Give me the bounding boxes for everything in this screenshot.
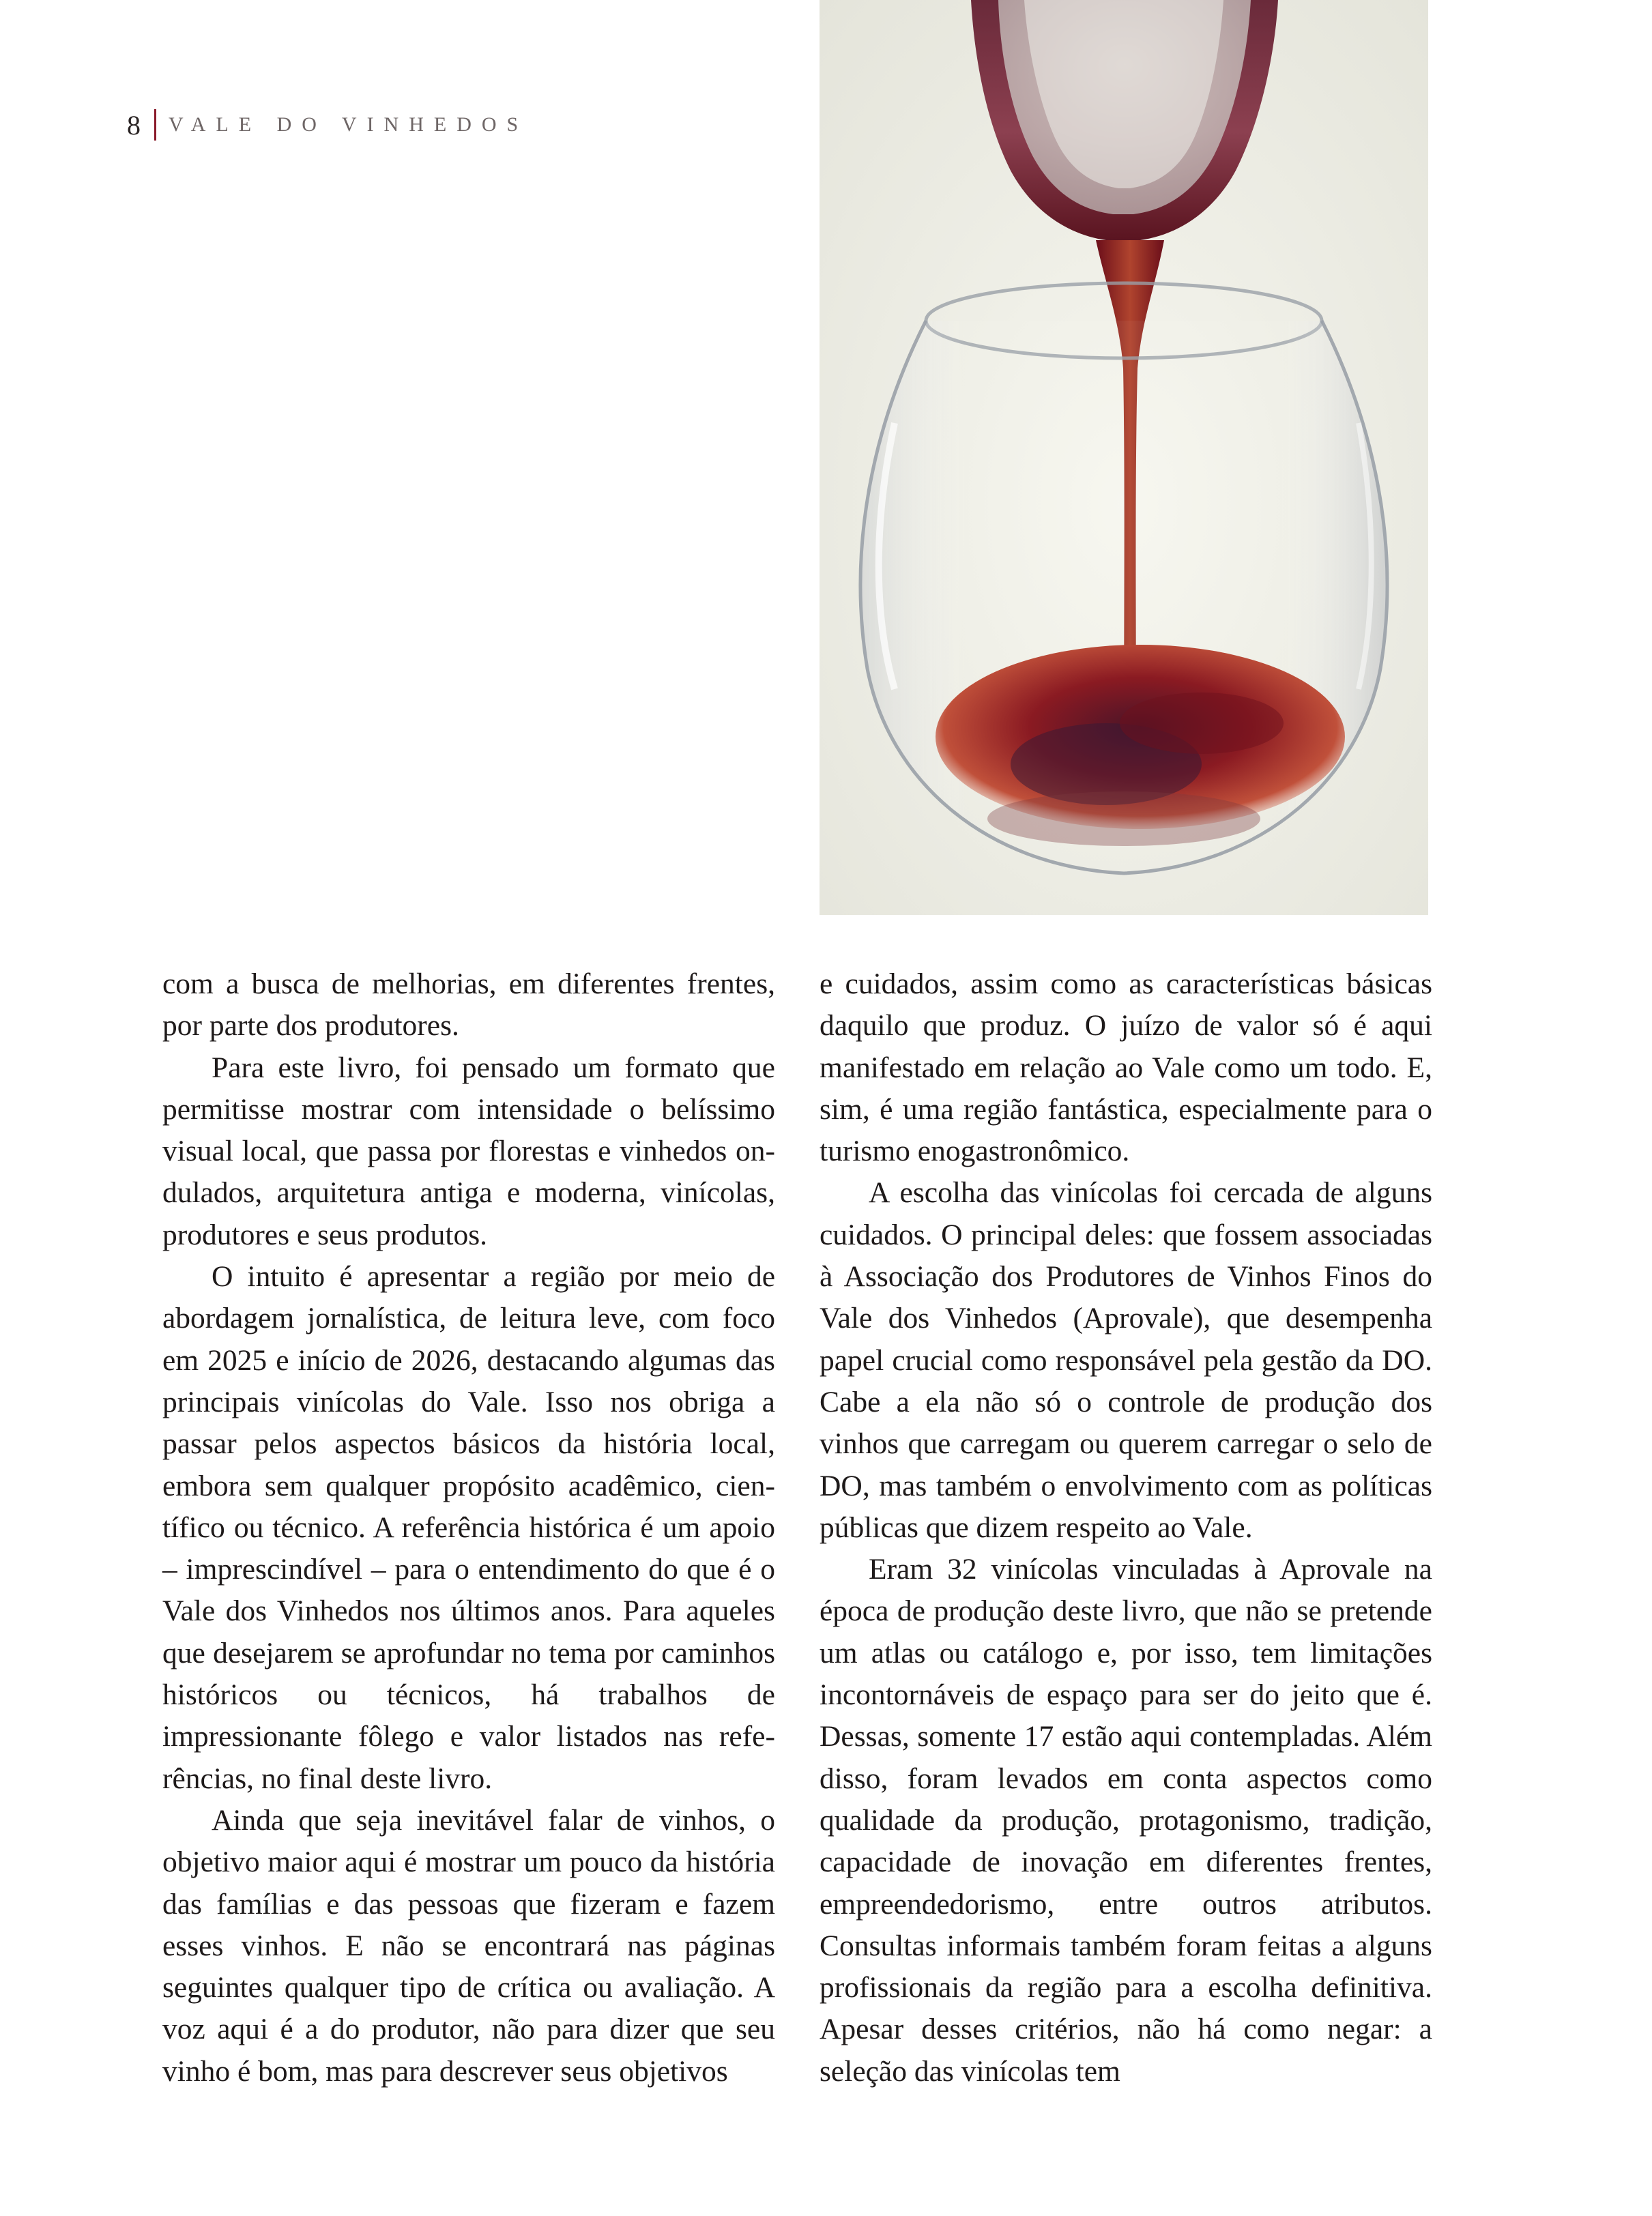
paragraph: Ainda que seja inevitável falar de vinhos, o objetivo maior aqui é mostrar um pouco da história das famílias e das pessoas que fizeram e fazem esses vinhos. E não se encontrará nas páginas seguintes qualquer tipo de crítica ou avaliação. A voz aqui é a do produtor, não para dizer que seu vinho é bom, mas para descrever seus objetivos — [162, 1803, 775, 2088]
paragraph: A escolha das vinícolas foi cercada de alguns cuidados. O principal deles: que fossem associadas à Associação dos Produtores de Vinhos Finos do Vale dos Vinhedos (Aprovale), que desempenha papel crucial como responsável pela gestão da DO. Cabe a ela não só o controle de produção dos vinhos que carregam ou querem carregar o selo de DO, mas também o envolvimento com as políticas públicas que dizem respeito ao Vale. — [820, 1176, 1432, 1544]
section-title: VALE DO VINHEDOS — [169, 113, 529, 136]
text-column-right — [820, 963, 1432, 2093]
paragraph: O intuito é apresentar a região por meio de abordagem jornalística, de leitura leve, com foco em 2025 e início de 2026, destacando algumas das principais vinícolas do Vale. Isso nos obriga a passar pelos aspectos básicos da história local, embora sem qualquer propósito acadêmico, científico ou técnico. A referência histórica é um apoio – imprescindível – para o entendimento do que é o Vale dos Vinhedos nos últimos anos. Para aqueles que desejarem se aprofundar no tema por caminhos históricos ou técnicos, há trabalhos de impressionante fôlego e valor listados nas referências, no final deste livro. — [162, 1260, 775, 1795]
paragraph: Para este livro, foi pensado um formato que permitisse mostrar com intensidade o belíssimo visual local, que passa por florestas e vinhedos ondulados, arquitetura antiga e moderna, vinícolas, produtores e seus produtos. — [162, 1051, 775, 1251]
running-head — [127, 108, 528, 142]
page-number: 8 — [127, 109, 142, 141]
wine-glass-illustration — [820, 0, 1428, 915]
paragraph: com a busca de melhorias, em diferentes frentes, por parte dos produtores. — [162, 967, 775, 1043]
wine-pouring-photo — [820, 0, 1428, 915]
paragraph: Eram 32 vinícolas vinculadas à Aprovale na época de produção deste livro, que não se pretende um atlas ou catálogo e, por isso, tem limitações incontornáveis de espaço para ser do jeito que é. Dessas, somente 17 estão aqui contempladas. Além disso, foram levados em conta aspectos como qualidade da produção, protagonismo, tradição, capacidade de inovação em diferentes frentes, empreendedorismo, entre outros atributos. Consultas informais também foram feitas a alguns profissionais da região para a escolha definitiva. Apesar desses critérios, não há como negar: a seleção das vinícolas tem — [820, 1553, 1432, 2088]
header-divider — [154, 109, 156, 141]
text-column-left — [162, 963, 775, 2093]
paragraph: e cuidados, assim como as características básicas daquilo que produz. O juízo de valor só é aqui manifestado em relação ao Vale como um todo. E, sim, é uma região fantástica, especialmente para o turismo enogastronômico. — [820, 967, 1432, 1168]
